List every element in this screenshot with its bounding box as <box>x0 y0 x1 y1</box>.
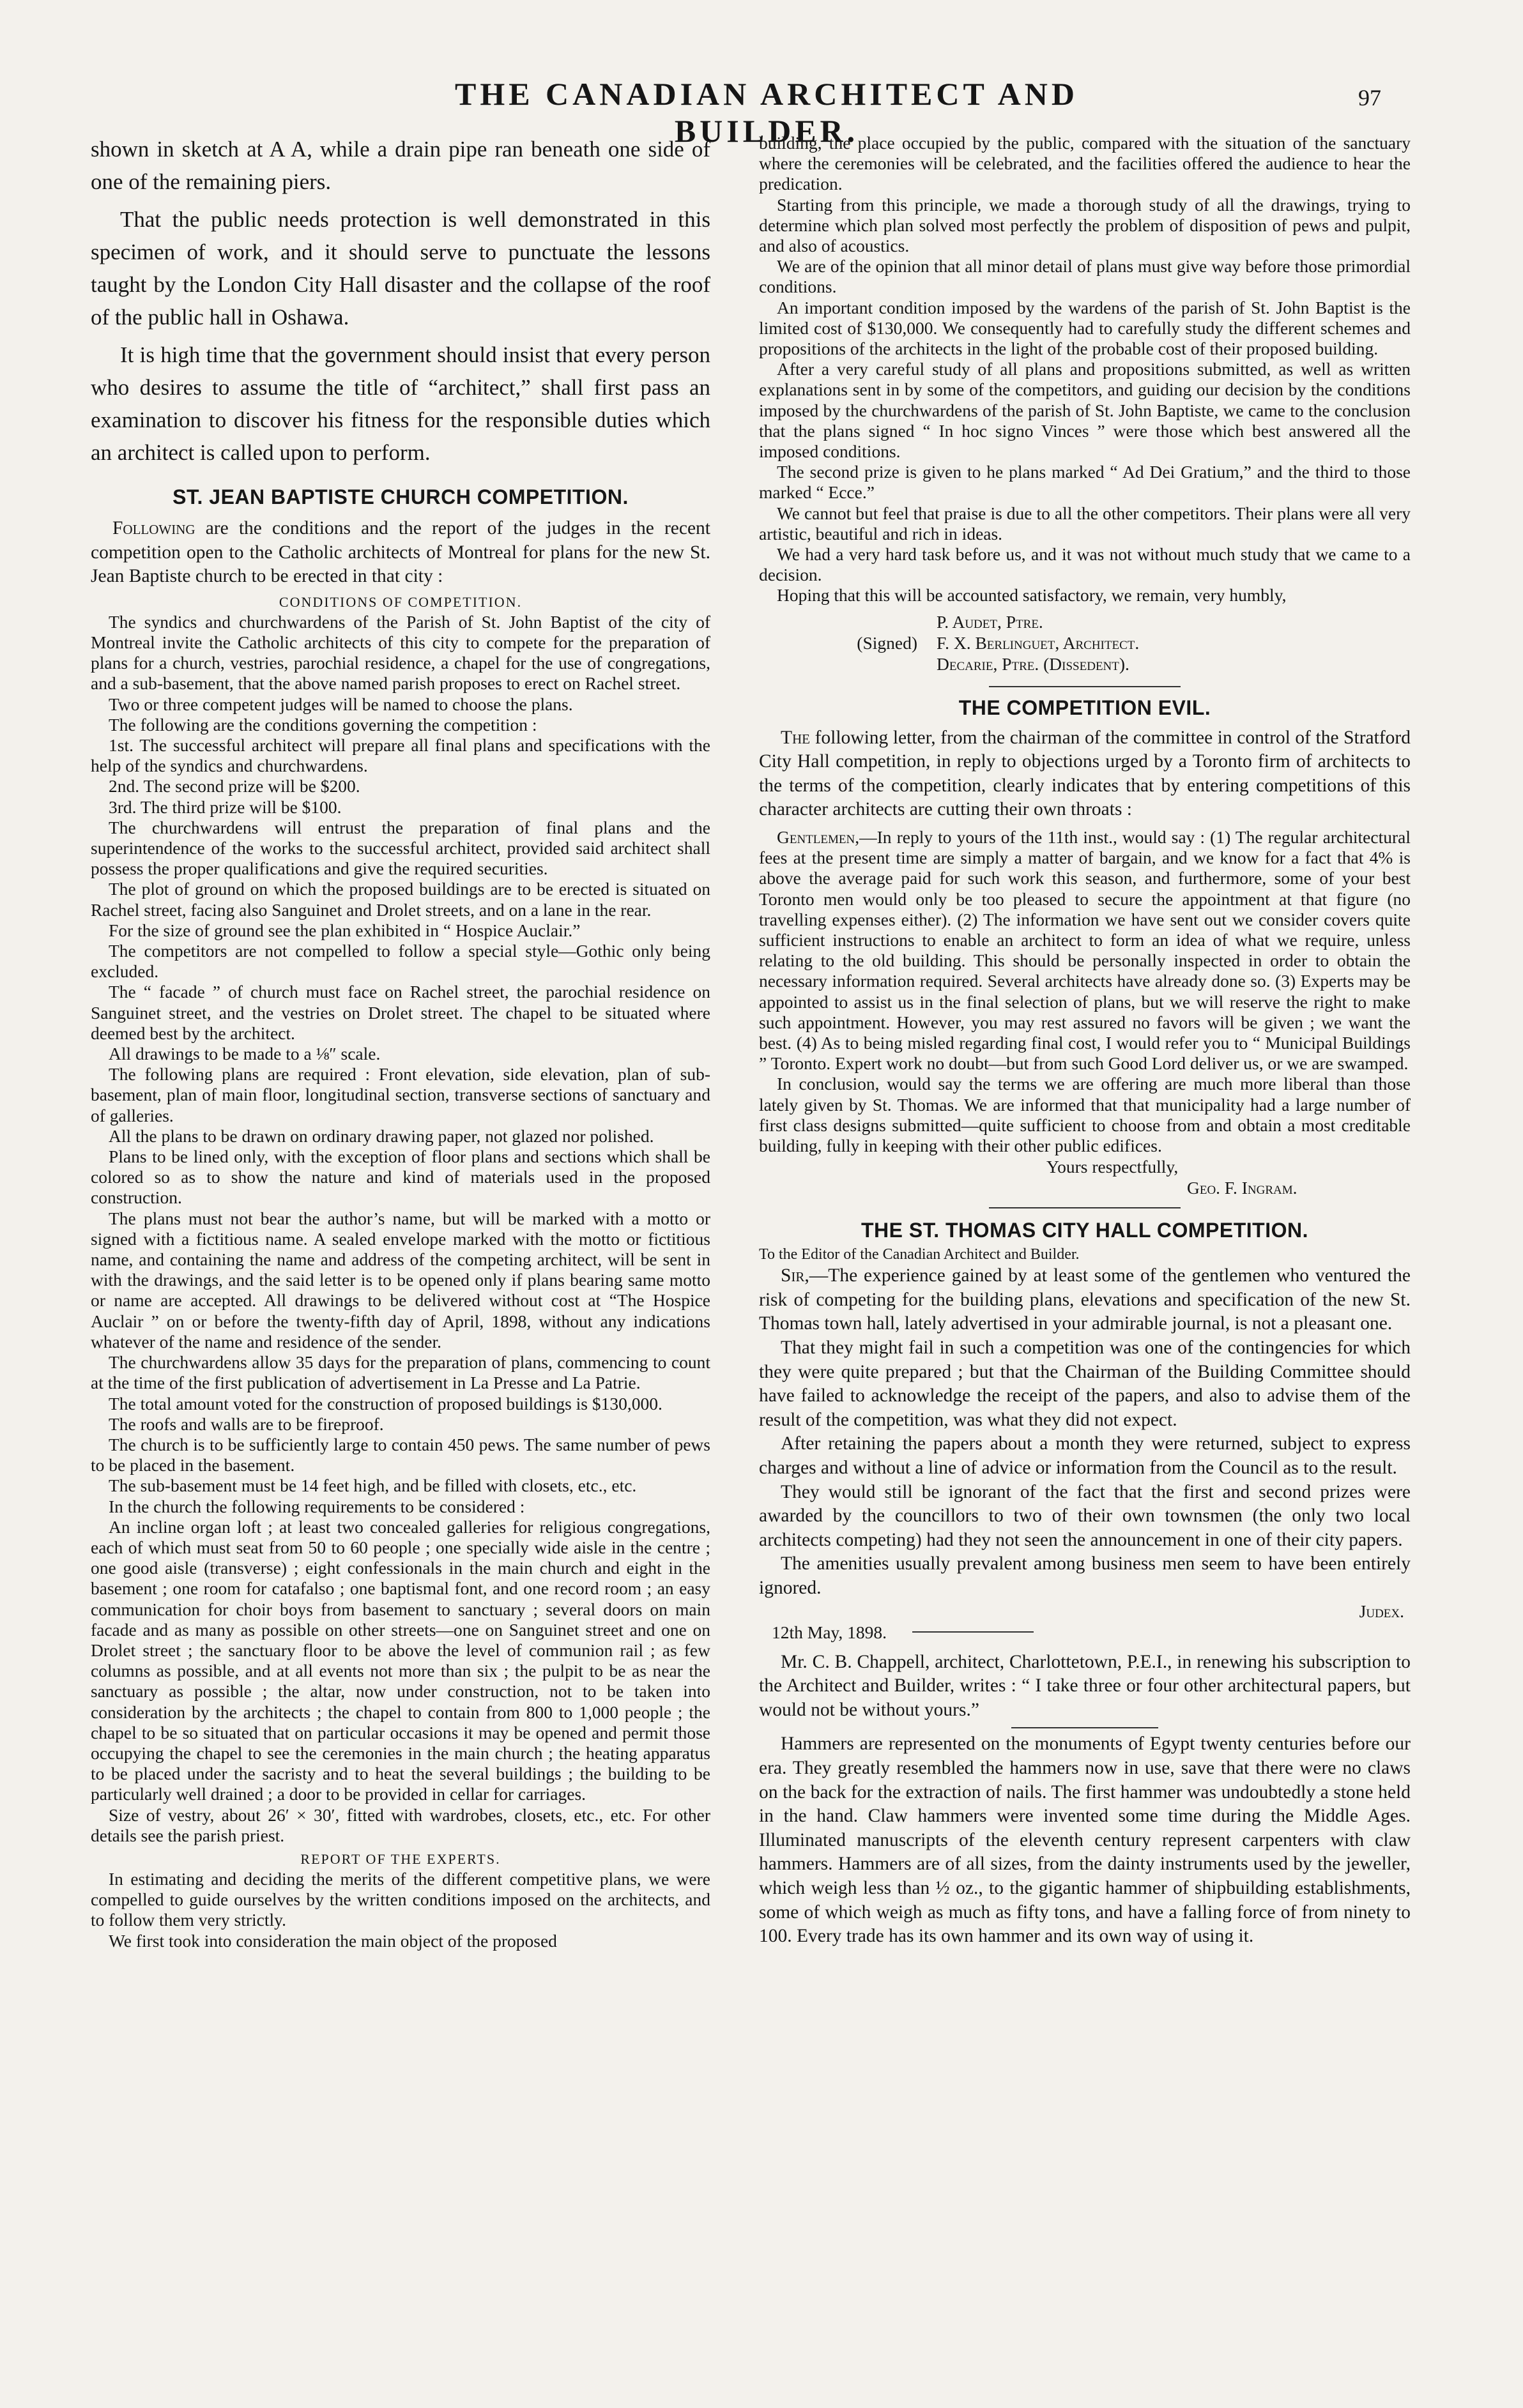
editor-address: To the Editor of the Canadian Architect and Builder. <box>759 1246 1080 1263</box>
condition-paragraph: The churchwardens will entrust the preparation of final plans and the superintendence of the works to the successful architect, provided said architect shall possess the proper qualifications and give the required securities. <box>91 817 710 879</box>
letter-signature: Geo. F. Ingram. <box>1187 1178 1297 1198</box>
condition-paragraph: An incline organ loft ; at least two concealed galleries for religious congregations, each of which must seat from 50 to 60 people ; one specially wide aisle in the centre ; one good aisle (transverse) ; eight confessionals in the main church and eight in the basement ; one room for catafalso ; one baptismal font, and one record room ; an easy communication for choir boys from basement to sanctuary ; several doors on main facade and as many as possible on other streets—one on Sanguinet street and one on Drolet street ; the sanctuary floor to be above the level of communion rail ; as few columns as possible, and at all events not more than six ; the pulpit to be as near the sanctuary as possible ; the altar, now under construction, not to be taken into consideration by the architects ; the chapel to contain from 800 to 1,000 people ; the chapel to be so situated that on particular occasions it may be opened and permit those occupying the chapel to see the ceremonies in the main church ; the heating apparatus to be placed under the sacristy and to heat the several buildings ; the building to be particularly well drained ; a door to be provided in cellar for carriages. <box>91 1516 710 1804</box>
conditions-heading: CONDITIONS OF COMPETITION. <box>279 593 523 610</box>
condition-paragraph: The following plans are required : Front elevation, side elevation, plan of sub-basement, plan of main floor, longitudinal section, transverse sections of sanctuary and of galleries. <box>91 1064 710 1125</box>
chappell-note: Mr. C. B. Chappell, architect, Charlottetown, P.E.I., in renewing his subscription to the Architect and Builder, writes : “ I take three or four other architectural papers, but would not be without yours.” <box>759 1651 1411 1720</box>
condition-paragraph: The competitors are not compelled to follow a special style—Gothic only being excluded. <box>91 941 710 982</box>
condition-paragraph: 2nd. The second prize will be $200. <box>109 776 360 796</box>
right-column <box>759 133 1411 1949</box>
condition-paragraph: All drawings to be made to a ⅛″ scale. <box>109 1044 381 1064</box>
condition-paragraph: The “ facade ” of church must face on Rachel street, the parochial residence on Sanguinet street, and the vestries on Drolet street. The chapel to be situated where deemed best by the architect. <box>91 982 710 1043</box>
article-title-st-jean-baptiste: ST. JEAN BAPTISTE CHURCH COMPETITION. <box>172 485 629 508</box>
condition-paragraph: The total amount voted for the construction of proposed buildings is $130,000. <box>109 1393 662 1414</box>
condition-paragraph: The plot of ground on which the proposed buildings are to be erected is situated on Rachel street, facing also Sanguinet and Drolet streets, and on a lane in the rear. <box>91 879 710 920</box>
article-lead <box>91 517 710 589</box>
letter-paragraph: In conclusion, would say the terms we are offering are much more liberal than those lately given by St. Thomas. We are informed that that municipality had a large number of first class designs submitted—quite sufficient to choose from and obtain a most creditable building, fully in keeping with their other public edifices. <box>759 1074 1411 1156</box>
divider <box>989 686 1181 687</box>
letter-text: —In reply to yours of the 11th inst., would say : (1) The regular architectural fees at the present time are simply a matter of bargain, and we know for a fact that 4% is above the average paid for such work this season, and furthermore, some of your best Toronto men would only be too pleased to secure the appointment at that figure (no travelling expenses either). (2) The information we have sent out we consider covers quite sufficient instructions to enable an architect to form an idea of what we require, unless relating to the old building. This should be personally inspected in order to obtain the necessary information required. Several architects have already done so. (3) Experts may be appointed to assist us in the final selection of plans, but we will reserve the right to make such appointment. However, you may rest assured no favors will be given ; we want the best. (4) As to being misled regarding final cost, I would refer you to “ Municipal Buildings ” Toronto. Expert work no doubt—but from such Good Lord deliver us, or we are swamped. <box>759 827 1411 1074</box>
page-number: 97 <box>1358 85 1381 110</box>
report-paragraph: In estimating and deciding the merits of the different competitive plans, we were compelled to guide ourselves by the written conditions imposed on the architects, and to follow them very strictly. <box>91 1868 710 1930</box>
signature-block <box>759 611 1411 674</box>
left-column <box>91 133 710 1951</box>
lead-text: are the conditions and the report of the judges in the recent competition open to the Catholic architects of Montreal for plans for the new St. Jean Baptiste church to be erected in that city : <box>91 518 710 587</box>
letter-signature: Judex. <box>1359 1601 1404 1621</box>
letter-paragraph: They would still be ignorant of the fact that the first and second prizes were awarded by the councillors to two of their own townsmen (the only two local architects competing) had they not seen the announcement in one of their city papers. <box>759 1481 1411 1550</box>
condition-paragraph: Plans to be lined only, with the exception of floor plans and sections which shall be colored so as to show the nature and kind of materials used in the proposed construction. <box>91 1147 710 1208</box>
signed-label: (Signed) <box>857 632 917 653</box>
report-paragraph: We are of the opinion that all minor detail of plans must give way before those primordial conditions. <box>759 256 1411 297</box>
article-title-competition-evil: THE COMPETITION EVIL. <box>958 696 1211 719</box>
condition-paragraph: All the plans to be drawn on ordinary drawing paper, not glazed nor polished. <box>109 1125 654 1146</box>
letter-salutation: Sir, <box>781 1265 809 1286</box>
letter-paragraph: That they might fail in such a competition was one of the contingencies for which they were quite prepared ; but that the Chairman of the Building Committee should have failed to acknowledge the receipt of the papers, and also to advise them of the result of the competition, was what they did not expect. <box>759 1337 1411 1430</box>
lead-word: Following <box>112 518 195 538</box>
divider <box>912 1631 1034 1633</box>
letter-paragraph: After retaining the papers about a month they were returned, subject to express charges and without a line of advice or information from the Council as to the result. <box>759 1433 1411 1479</box>
lead-text: following letter, from the chairman of the committee in control of the Stratford City Hall competition, in reply to objections urged by a Toronto firm of architects to the terms of the competition, clearly indicates that by entering competitions of this character architects are cutting their own throats : <box>759 727 1411 820</box>
condition-paragraph: 1st. The successful architect will prepare all final plans and specifications with the help of the syndics and churchwardens. <box>91 735 710 776</box>
letter-close: Yours respectfully, <box>1046 1157 1179 1177</box>
report-paragraph: An important condition imposed by the wardens of the parish of St. John Baptist is the limited cost of $130,000. We consequently had to carefully study the different schemes and propositions of the architects in the light of the probable cost of their proposed building. <box>759 297 1411 359</box>
condition-paragraph: 3rd. The third prize will be $100. <box>109 796 342 817</box>
report-paragraph: After a very careful study of all plans and propositions submitted, as well as written explanations sent in by some of the competitors, and guiding our decision by the conditions imposed by the churchwardens of the parish of St. John Baptiste, we came to the conclusion that the plans signed “ In hoc signo Vinces ” were those which best answered all the imposed conditions. <box>759 359 1411 462</box>
condition-paragraph: The plans must not bear the author’s name, but will be marked with a motto or signed with a fictitious name. A sealed envelope marked with the motto or fictitious name, and containing the name and address of the competing architect, will be sent in with the drawings, and the said letter is to be opened only if plans bearing same motto or name are accepted. All drawings to be delivered without cost at “The Hospice Auclair ” on or before the twenty-fifth day of April, 1898, without any indications whatever of the name and residence of the sender. <box>91 1208 710 1352</box>
divider <box>989 1207 1181 1208</box>
condition-paragraph: The church is to be sufficiently large to contain 450 pews. The same number of pews to be placed in the basement. <box>91 1434 710 1475</box>
letter-salutation: Gentlemen, <box>777 827 860 848</box>
intro-paragraph: It is high time that the government should insist that every person who desires to assume the title of “architect,” shall first pass an examination to discover his fitness for the responsible duties which an architect is called upon to perform. <box>91 342 710 465</box>
report-paragraph: The second prize is given to he plans marked “ Ad Dei Gratium,” and the third to those marked “ Ecce.” <box>759 462 1411 503</box>
report-paragraph: We had a very hard task before us, and it was not without much study that we came to a decision. <box>759 544 1411 585</box>
article-lead <box>759 726 1411 822</box>
intro-paragraph: shown in sketch at A A, while a drain pipe ran beneath one side of one of the remaining piers. <box>91 137 710 194</box>
letter-text: —The experience gained by at least some of the gentlemen who ventured the risk of competing for the building plans, elevations and specification of the new St. Thomas town hall, lately advertised in your admirable journal, is not a pleasant one. <box>759 1265 1411 1334</box>
date-line <box>759 1622 1411 1643</box>
condition-paragraph: The following are the conditions governing the competition : <box>109 714 537 735</box>
lead-word: The <box>781 727 811 748</box>
condition-paragraph: Two or three competent judges will be named to choose the plans. <box>109 694 573 714</box>
page-header <box>0 75 1523 149</box>
letter-paragraph <box>759 827 1411 1074</box>
condition-paragraph: Size of vestry, about 26′ × 30′, fitted with wardrobes, closets, etc., etc. For other details see the parish priest. <box>91 1804 710 1845</box>
condition-paragraph: For the size of ground see the plan exhibited in “ Hospice Auclair.” <box>109 920 581 940</box>
article-title-st-thomas: THE ST. THOMAS CITY HALL COMPETITION. <box>861 1219 1308 1242</box>
letter-paragraph: The amenities usually prevalent among business men seem to have been entirely ignored. <box>759 1553 1411 1599</box>
hammers-note: Hammers are represented on the monuments of Egypt twenty centuries before our era. They greatly resembled the hammers now in use, save that there were no claws on the back for the extraction of nails. The first hammer was undoubtedly a stone held in the hand. Claw hammers were invented some time during the Middle Ages. Illuminated manuscripts of the eleventh century represent carpenters with claw hammers. Hammers are of all sizes, from the dainty instruments used by the jeweller, which weigh less than ½ oz., to the gigantic hammer of shipbuilding establishments, some of which weigh as much as fifty tons, and have a falling force of from ninety to 100. Every trade has its own hammer and its own way of using it. <box>759 1734 1411 1947</box>
signature: P. Audet, Ptre. <box>937 611 1043 632</box>
report-paragraph: Hoping that this will be accounted satisfactory, we remain, very humbly, <box>777 585 1287 606</box>
signature: F. X. Berlinguet, Architect. <box>937 632 1140 653</box>
report-heading: REPORT OF THE EXPERTS. <box>300 1850 501 1867</box>
report-continued: building, the place occupied by the public, compared with the situation of the sanctuary where the ceremonies will be celebrated, and the facilities offered the audience to hear the predication. <box>759 133 1411 194</box>
report-paragraph: We cannot but feel that praise is due to all the other competitors. Their plans were all very artistic, beautiful and rich in ideas. <box>759 503 1411 544</box>
condition-paragraph: The churchwardens allow 35 days for the preparation of plans, commencing to count at the time of the first publication of advertisement in La Presse and La Patrie. <box>91 1352 710 1393</box>
intro-paragraph: That the public needs protection is well demonstrated in this specimen of work, and it should serve to punctuate the lessons taught by the London City Hall disaster and the collapse of the roof of the public hall in Oshawa. <box>91 207 710 330</box>
letter-date: 12th May, 1898. <box>772 1622 887 1642</box>
condition-paragraph: The syndics and churchwardens of the Parish of St. John Baptist of the city of Montreal invite the Catholic architects of this city to compete for the preparation of plans for a church, vestries, parochial residence, a chapel for the use of congregations, and a sub-basement, that the above named parish proposes to erect on Rachel street. <box>91 611 710 694</box>
report-paragraph: Starting from this principle, we made a thorough study of all the drawings, trying to determine which plan solved most perfectly the problem of disposition of pews and pulpit, and also of acoustics. <box>759 194 1411 256</box>
condition-paragraph: In the church the following requirements to be considered : <box>109 1496 525 1516</box>
condition-paragraph: The roofs and walls are to be fireproof. <box>109 1414 384 1434</box>
signature: Decarie, Ptre. (Dissedent). <box>937 653 1129 674</box>
report-paragraph: We first took into consideration the main object of the proposed <box>109 1930 557 1951</box>
condition-paragraph: The sub-basement must be 14 feet high, and be filled with closets, etc., etc. <box>109 1475 637 1496</box>
letter-paragraph <box>759 1264 1411 1336</box>
journal-title: THE CANADIAN ARCHITECT AND BUILDER. <box>454 76 1079 149</box>
divider <box>1011 1727 1158 1728</box>
